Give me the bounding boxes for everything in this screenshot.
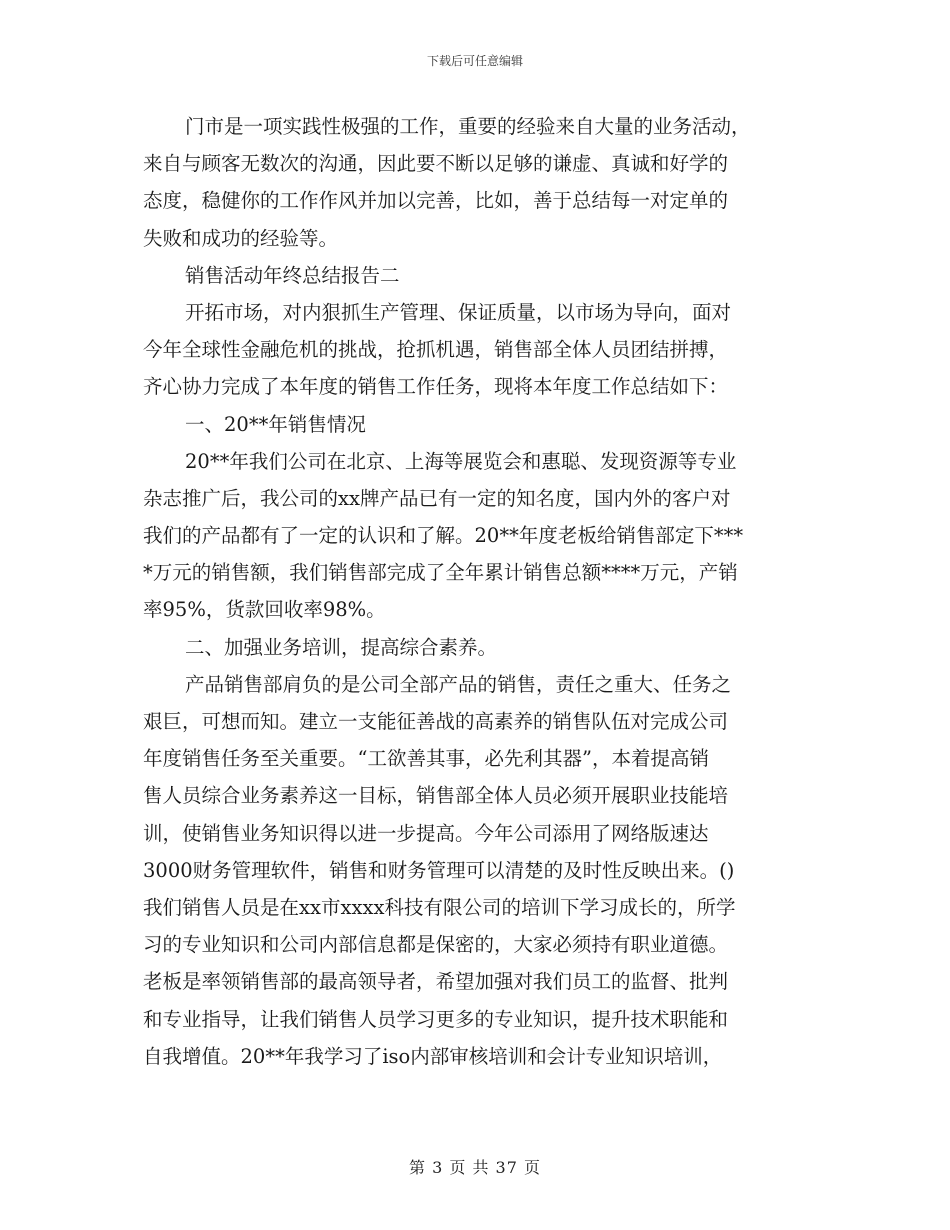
text-line: 自我增值。20**年我学习了iso内部审核培训和会计专业知识培训， [143,1044,723,1068]
text-line: 率95%，货款回收率98%。 [143,598,386,622]
page-header: 下载后可任意编辑 [426,54,523,68]
page-footer: 第 3 页 共 37 页 [409,1158,541,1177]
text-line: 我们销售人员是在xx市xxxx科技有限公司的培训下学习成长的，所学 [143,895,736,919]
section-heading: 一、20**年销售情况 [185,412,366,436]
text-line: 态度，稳健你的工作作风并加以完善，比如，善于总结每一对定单的 [143,189,729,213]
document-body [143,108,811,1075]
text-line: 今年全球性金融危机的挑战，抢抓机遇，销售部全体人员团结拼搏， [143,338,729,362]
text-line: 齐心协力完成了本年度的销售工作任务，现将本年度工作总结如下： [143,375,729,399]
text-line: *万元的销售额，我们销售部完成了全年累计销售总额****万元，产销 [143,561,738,585]
text-line: 年度销售任务至关重要。“工欲善其事，必先利其器”，本着提高销 [143,747,709,771]
text-line: 我们的产品都有了一定的认识和了解。20**年度老板给销售部定下*** [143,524,744,548]
text-line: 门市是一项实践性极强的工作，重要的经验来自大量的业务活动， [185,115,751,138]
text-line: 老板是率领销售部的最高领导者，希望加强对我们员工的监督、批判 [143,970,729,994]
text-line: 产品销售部肩负的是公司全部产品的销售，责任之重大、任务之 [185,672,732,696]
text-line: 来自与顾客无数次的沟通，因此要不断以足够的谦虚、真诚和好学的 [143,152,729,176]
section-heading: 销售活动年终总结报告二 [185,263,400,287]
text-line: 失败和成功的经验等。 [143,226,339,250]
text-line: 开拓市场，对内狠抓生产管理、保证质量，以市场为导向，面对 [185,300,732,324]
text-line: 售人员综合业务素养这一目标，销售部全体人员必须开展职业技能培 [143,784,729,808]
text-line: 3000财务管理软件，销售和财务管理可以清楚的及时性反映出来。() [143,858,735,882]
text-line: 训，使销售业务知识得以进一步提高。今年公司添用了网络版速达 [143,821,709,845]
text-line: 习的专业知识和公司内部信息都是保密的，大家必须持有职业道德。 [143,933,729,957]
text-line: 20**年我们公司在北京、上海等展览会和惠聪、发现资源等专业 [185,449,737,473]
text-line: 杂志推广后，我公司的xx牌产品已有一定的知名度，国内外的客户对 [143,486,731,510]
text-line: 和专业指导，让我们销售人员学习更多的专业知识，提升技术职能和 [143,1007,729,1031]
section-heading: 二、加强业务培训，提高综合素养。 [185,635,498,659]
text-line: 艰巨，可想而知。建立一支能征善战的高素养的销售队伍对完成公司 [143,710,729,733]
